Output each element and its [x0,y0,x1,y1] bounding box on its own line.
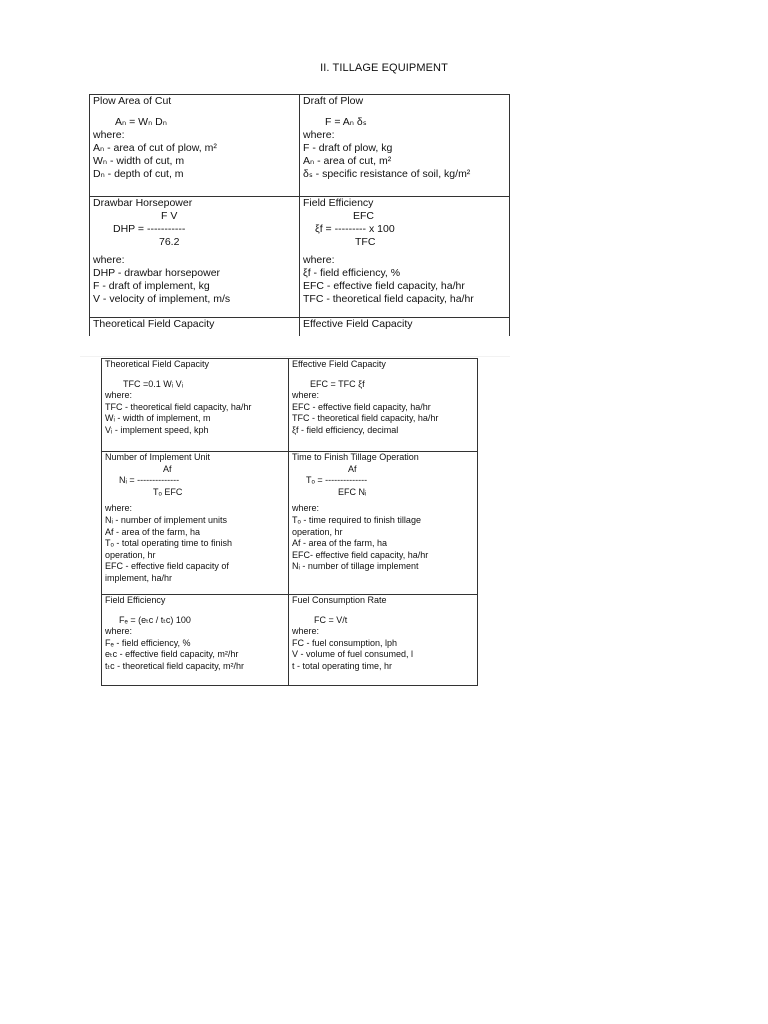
cell-title: Fuel Consumption Rate [292,595,387,605]
cell-drawbar-horsepower [90,197,300,318]
definition: ξf - field efficiency, % [303,267,401,279]
formula: Fₑ = (eₜc / tₜc) 100 [119,614,191,625]
definition: Tₒ - time required to finish tillage [292,514,421,525]
definition: DHP - drawbar horsepower [93,267,221,279]
definition: tₜc - theoretical field capacity, m²/hr [105,660,245,671]
definition: TFC - theoretical field capacity, ha/hr [292,413,439,424]
cell-title: Field Efficiency [105,595,166,605]
divider [80,356,510,357]
formula-numerator: Af [348,463,357,474]
definition: Fₑ - field efficiency, % [105,637,191,648]
definition: Nᵢ - number of tillage implement [292,561,419,572]
formula: Aₙ = Wₙ Dₙ [115,116,167,128]
cell-time-to-finish-tillage-operation [289,452,478,595]
definition: Wᵢ - width of implement, m [105,413,211,424]
definition: EFC - effective field capacity, ha/hr [292,401,431,412]
definition: Af - area of the farm, ha [292,538,388,549]
definition: Nᵢ - number of implement units [105,514,227,525]
definition: operation, hr [105,549,156,560]
cell-title: Number of Implement Unit [105,452,211,462]
cell-theoretical-field-capacity-header [90,318,300,337]
cell-field-efficiency-2 [102,595,289,686]
definition: Aₙ - area of cut of plow, m² [93,142,217,154]
formula: EFC = TFC ξf [310,378,365,389]
formula-line: DHP = ----------- [113,223,186,235]
where-label: where: [292,390,320,401]
formula-denominator: TFC [355,236,376,248]
definition: EFC - effective field capacity of [105,561,229,572]
cell-title: Time to Finish Tillage Operation [292,452,419,462]
definition: eₜc - effective field capacity, m²/hr [105,649,239,660]
definition: t - total operating time, hr [292,660,393,671]
cell-draft-of-plow [300,95,510,197]
where-label: where: [303,254,335,266]
cell-theoretical-field-capacity [102,359,289,452]
definition: ξf - field efficiency, decimal [292,424,399,435]
where-label: where: [292,626,320,637]
definition: operation, hr [292,526,343,537]
cell-field-efficiency [300,197,510,318]
definition: FC - fuel consumption, lph [292,637,398,648]
cell-plow-area-of-cut [90,95,300,197]
cell-title: Effective Field Capacity [303,318,413,330]
formula-denominator: Tₒ EFC [153,486,183,497]
formula-line: Nᵢ = -------------- [119,475,180,486]
where-label: where: [303,129,335,141]
where-label: where: [105,626,133,637]
definition: TFC - theoretical field capacity, ha/hr [303,293,474,305]
cell-title: Draft of Plow [303,95,364,107]
definition: Wₙ - width of cut, m [93,155,185,167]
page-title: II. TILLAGE EQUIPMENT [320,62,448,74]
cell-title: Drawbar Horsepower [93,197,193,209]
formula: TFC =0.1 Wᵢ Vᵢ [123,378,184,389]
formula-line: Tₒ = -------------- [306,475,368,486]
cell-title: Theoretical Field Capacity [93,318,215,330]
where-label: where: [105,390,133,401]
definition: Aₙ - area of cut, m² [303,155,392,167]
where-label: where: [105,503,133,514]
definition: Vᵢ - implement speed, kph [105,424,209,435]
formula-numerator: EFC [353,210,374,222]
definition: TFC - theoretical field capacity, ha/hr [105,401,252,412]
formula: FC = V/t [314,614,348,625]
definition: δₛ - specific resistance of soil, kg/m² [303,168,471,180]
definition: Dₙ - depth of cut, m [93,168,184,180]
definition: F - draft of implement, kg [93,280,210,292]
cell-fuel-consumption-rate [289,595,478,686]
formula-numerator: F V [161,210,178,222]
formula-denominator: 76.2 [159,236,180,248]
where-label: where: [93,129,125,141]
definition: Tₒ - total operating time to finish [105,538,232,549]
cell-effective-field-capacity-header [300,318,510,337]
cell-title: Field Efficiency [303,197,374,209]
formula-line: ξf = --------- x 100 [315,223,395,235]
cell-title: Effective Field Capacity [292,359,386,369]
cell-title: Plow Area of Cut [93,95,172,107]
formula: F = Aₙ δₛ [325,116,367,128]
definition: implement, ha/hr [105,572,173,583]
cell-effective-field-capacity [289,359,478,452]
definition: V - velocity of implement, m/s [93,293,231,305]
formula-denominator: EFC Nᵢ [338,486,367,497]
formula-numerator: Af [163,463,172,474]
definition: F - draft of plow, kg [303,142,393,154]
formula-table-2 [101,358,478,686]
definition: EFC- effective field capacity, ha/hr [292,549,429,560]
where-label: where: [292,503,320,514]
definition: V - volume of fuel consumed, l [292,649,414,660]
formula-table-1 [89,94,510,336]
definition: Af - area of the farm, ha [105,526,201,537]
where-label: where: [93,254,125,266]
cell-number-of-implement-unit [102,452,289,595]
cell-title: Theoretical Field Capacity [105,359,210,369]
definition: EFC - effective field capacity, ha/hr [303,280,465,292]
